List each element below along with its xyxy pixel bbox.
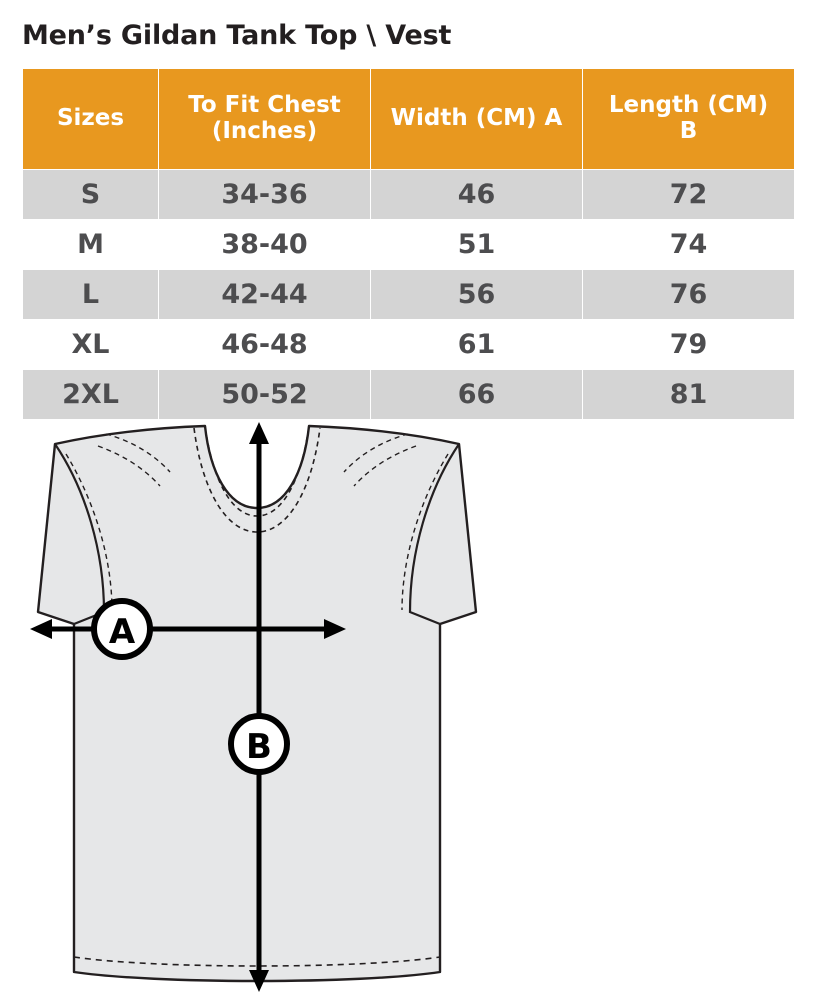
- marker-b-label: B: [246, 727, 272, 767]
- column-header-length-line1: Length (CM): [608, 92, 769, 119]
- cell-length: 76: [583, 270, 795, 320]
- cell-size: S: [23, 170, 159, 220]
- column-header-width-line1: Width (CM) A: [390, 105, 563, 132]
- cell-width: 61: [371, 320, 583, 370]
- cell-chest: 34-36: [159, 170, 371, 220]
- garment-diagram: [0, 412, 818, 1007]
- cell-length: 81: [583, 370, 795, 420]
- cell-size: M: [23, 220, 159, 270]
- cell-length: 79: [583, 320, 795, 370]
- page-title: Men’s Gildan Tank Top \ Vest: [22, 20, 452, 51]
- cell-width: 66: [371, 370, 583, 420]
- column-header-width: [371, 69, 583, 170]
- column-header-to-fit-chest: [159, 69, 371, 170]
- column-header-sizes-line1: Sizes: [56, 105, 125, 132]
- column-header-sizes: [23, 69, 159, 170]
- cell-chest: 42-44: [159, 270, 371, 320]
- cell-size: 2XL: [23, 370, 159, 420]
- table-row: [23, 320, 795, 370]
- cell-length: 74: [583, 220, 795, 270]
- column-header-length: [583, 69, 795, 170]
- table-row: [23, 170, 795, 220]
- cell-width: 46: [371, 170, 583, 220]
- cell-chest: 46-48: [159, 320, 371, 370]
- column-header-to-fit-chest-line2: (Inches): [211, 118, 318, 144]
- table-row: [23, 270, 795, 320]
- table-header-row: [23, 69, 795, 170]
- cell-size: XL: [23, 320, 159, 370]
- cell-width: 56: [371, 270, 583, 320]
- column-header-length-line2: B: [679, 118, 698, 144]
- cell-width: 51: [371, 220, 583, 270]
- table-row: [23, 220, 795, 270]
- cell-size: L: [23, 270, 159, 320]
- cell-chest: 38-40: [159, 220, 371, 270]
- marker-a-label: A: [108, 612, 136, 652]
- cell-length: 72: [583, 170, 795, 220]
- column-header-to-fit-chest-line1: To Fit Chest: [188, 92, 341, 119]
- size-table: [22, 68, 795, 420]
- cell-chest: 50-52: [159, 370, 371, 420]
